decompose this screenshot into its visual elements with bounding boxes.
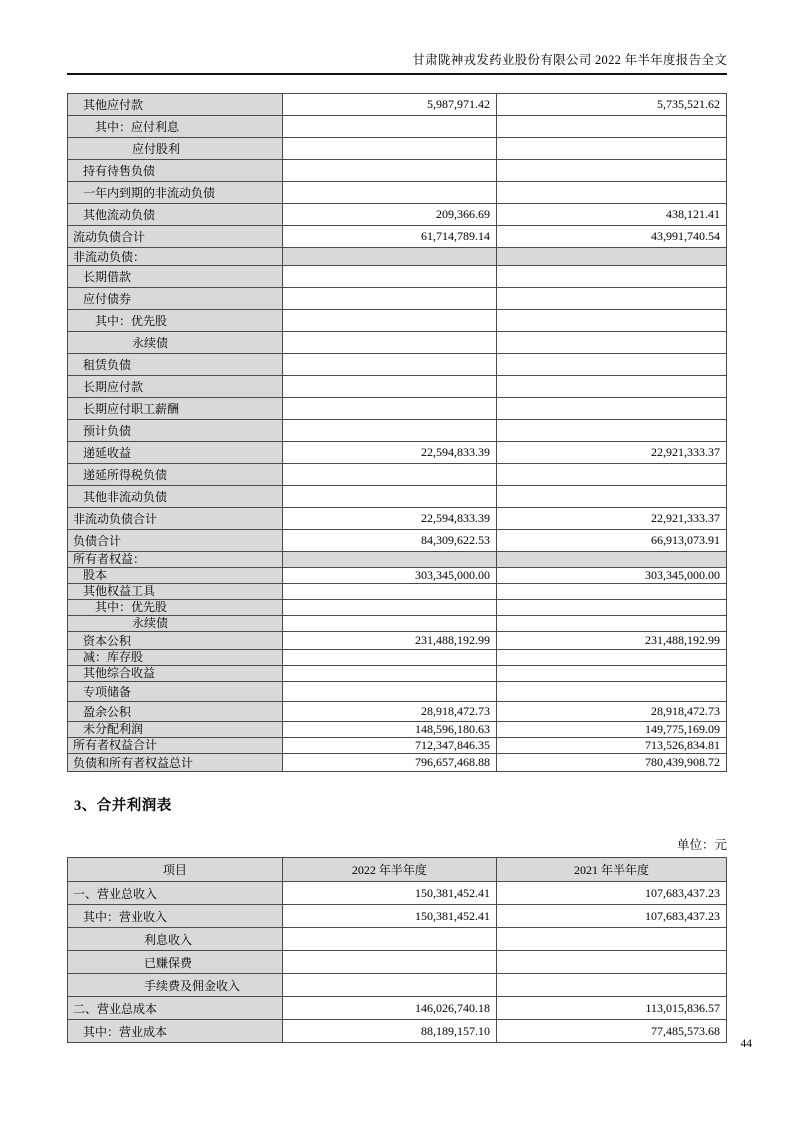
value-current-period: 22,594,833.39	[282, 508, 496, 530]
row-label: 应付债券	[68, 288, 283, 310]
row-label: 减：库存股	[68, 650, 283, 666]
row-label: 盈余公积	[68, 702, 283, 722]
value-prior-period	[497, 420, 727, 442]
balance-sheet-table	[67, 93, 727, 772]
table-row	[68, 616, 727, 632]
row-label: 其中：优先股	[68, 600, 283, 616]
page-number: 44	[740, 1038, 752, 1050]
table-row	[68, 248, 727, 266]
table-row	[68, 94, 727, 116]
value-current-period	[282, 616, 496, 632]
value-prior-period: 43,991,740.54	[497, 226, 727, 248]
table-row	[68, 702, 727, 722]
value-current-period: 146,026,740.18	[282, 997, 496, 1020]
value-current-period	[282, 248, 496, 266]
value-prior-period: 28,918,472.73	[497, 702, 727, 722]
value-current-period	[282, 666, 496, 682]
column-header-2021-period: 2021 年半年度	[497, 858, 727, 882]
value-current-period	[282, 584, 496, 600]
value-prior-period	[497, 974, 727, 997]
value-prior-period: 113,015,836.57	[497, 997, 727, 1020]
value-current-period: 209,366.69	[282, 204, 496, 226]
row-label: 利息收入	[68, 928, 283, 951]
value-prior-period: 5,735,521.62	[497, 94, 727, 116]
table-row	[68, 486, 727, 508]
table-row	[68, 666, 727, 682]
row-label: 其中：营业成本	[68, 1020, 283, 1043]
table-row	[68, 552, 727, 568]
row-label: 一年内到期的非流动负债	[68, 182, 283, 204]
row-label: 长期应付职工薪酬	[68, 398, 283, 420]
value-prior-period	[497, 266, 727, 288]
row-label: 其他非流动负债	[68, 486, 283, 508]
table-row	[68, 226, 727, 248]
value-current-period: 28,918,472.73	[282, 702, 496, 722]
value-current-period	[282, 332, 496, 354]
row-label: 永续债	[68, 332, 283, 354]
table-row	[68, 182, 727, 204]
row-label: 其他应付款	[68, 94, 283, 116]
row-label: 负债和所有者权益总计	[68, 754, 283, 772]
value-current-period: 88,189,157.10	[282, 1020, 496, 1043]
row-label: 持有待售负债	[68, 160, 283, 182]
row-label: 递延所得税负债	[68, 464, 283, 486]
value-prior-period	[497, 354, 727, 376]
value-prior-period	[497, 398, 727, 420]
value-prior-period	[497, 248, 727, 266]
value-current-period	[282, 486, 496, 508]
value-prior-period: 303,345,000.00	[497, 568, 727, 584]
value-prior-period	[497, 310, 727, 332]
value-prior-period	[497, 486, 727, 508]
value-prior-period: 438,121.41	[497, 204, 727, 226]
value-current-period	[282, 464, 496, 486]
value-prior-period: 66,913,073.91	[497, 530, 727, 552]
table-row	[68, 420, 727, 442]
value-current-period	[282, 552, 496, 568]
row-label: 递延收益	[68, 442, 283, 464]
row-label: 应付股利	[68, 138, 283, 160]
value-prior-period: 149,775,169.09	[497, 722, 727, 738]
row-label: 专项储备	[68, 682, 283, 702]
row-label: 非流动负债：	[68, 248, 283, 266]
value-current-period: 303,345,000.00	[282, 568, 496, 584]
row-label: 其他流动负债	[68, 204, 283, 226]
table-row	[68, 288, 727, 310]
table-row	[68, 160, 727, 182]
value-current-period: 61,714,789.14	[282, 226, 496, 248]
value-current-period: 148,596,180.63	[282, 722, 496, 738]
row-label: 股本	[68, 568, 283, 584]
value-prior-period	[497, 332, 727, 354]
row-label: 其中：应付利息	[68, 116, 283, 138]
table-row	[68, 310, 727, 332]
value-current-period	[282, 116, 496, 138]
income-statement-table	[67, 857, 727, 1043]
table-row	[68, 442, 727, 464]
value-prior-period	[497, 464, 727, 486]
table-row	[68, 464, 727, 486]
value-current-period	[282, 310, 496, 332]
income-statement-rows	[68, 882, 727, 1043]
table-row	[68, 754, 727, 772]
value-prior-period	[497, 600, 727, 616]
row-label: 预计负债	[68, 420, 283, 442]
column-header-item: 项目	[68, 858, 283, 882]
table-row	[68, 508, 727, 530]
value-current-period	[282, 266, 496, 288]
value-prior-period	[497, 116, 727, 138]
value-current-period	[282, 288, 496, 310]
value-current-period: 22,594,833.39	[282, 442, 496, 464]
value-current-period	[282, 928, 496, 951]
table-row	[68, 905, 727, 928]
value-current-period	[282, 160, 496, 182]
row-label: 一、营业总收入	[68, 882, 283, 905]
table-row	[68, 138, 727, 160]
header-divider	[67, 73, 727, 75]
value-current-period	[282, 951, 496, 974]
row-label: 其中：优先股	[68, 310, 283, 332]
row-label: 其他综合收益	[68, 666, 283, 682]
income-table-header-row	[68, 858, 727, 882]
row-label: 未分配利润	[68, 722, 283, 738]
value-prior-period	[497, 666, 727, 682]
value-current-period	[282, 682, 496, 702]
table-row	[68, 632, 727, 650]
row-label: 非流动负债合计	[68, 508, 283, 530]
value-current-period	[282, 138, 496, 160]
table-row	[68, 568, 727, 584]
value-current-period: 150,381,452.41	[282, 882, 496, 905]
value-current-period: 5,987,971.42	[282, 94, 496, 116]
value-current-period: 150,381,452.41	[282, 905, 496, 928]
value-current-period: 712,347,846.35	[282, 738, 496, 754]
value-current-period	[282, 376, 496, 398]
table-row	[68, 530, 727, 552]
value-current-period	[282, 398, 496, 420]
row-label: 所有者权益合计	[68, 738, 283, 754]
value-prior-period	[497, 182, 727, 204]
table-row	[68, 928, 727, 951]
value-prior-period	[497, 138, 727, 160]
value-current-period	[282, 420, 496, 442]
balance-sheet-rows	[68, 94, 727, 772]
row-label: 流动负债合计	[68, 226, 283, 248]
row-label: 负债合计	[68, 530, 283, 552]
table-row	[68, 376, 727, 398]
value-prior-period	[497, 682, 727, 702]
value-prior-period: 231,488,192.99	[497, 632, 727, 650]
table-row	[68, 650, 727, 666]
value-current-period	[282, 354, 496, 376]
table-row	[68, 738, 727, 754]
row-label: 二、营业总成本	[68, 997, 283, 1020]
value-prior-period	[497, 552, 727, 568]
value-current-period	[282, 974, 496, 997]
row-label: 其中：营业收入	[68, 905, 283, 928]
value-prior-period	[497, 928, 727, 951]
table-row	[68, 354, 727, 376]
row-label: 所有者权益：	[68, 552, 283, 568]
value-current-period	[282, 182, 496, 204]
row-label: 已赚保费	[68, 951, 283, 974]
value-prior-period	[497, 650, 727, 666]
section-heading: 3、合并利润表	[74, 798, 172, 814]
table-row	[68, 1020, 727, 1043]
value-prior-period: 107,683,437.23	[497, 905, 727, 928]
page-header	[67, 0, 727, 75]
value-prior-period	[497, 584, 727, 600]
value-prior-period: 713,526,834.81	[497, 738, 727, 754]
table-row	[68, 398, 727, 420]
value-prior-period	[497, 288, 727, 310]
row-label: 长期借款	[68, 266, 283, 288]
table-row	[68, 116, 727, 138]
row-label: 手续费及佣金收入	[68, 974, 283, 997]
table-row	[68, 951, 727, 974]
table-row	[68, 600, 727, 616]
row-label: 资本公积	[68, 632, 283, 650]
table-row	[68, 266, 727, 288]
value-prior-period	[497, 951, 727, 974]
row-label: 长期应付款	[68, 376, 283, 398]
value-current-period: 84,309,622.53	[282, 530, 496, 552]
unit-label: 单位：元	[676, 838, 727, 852]
value-prior-period: 22,921,333.37	[497, 508, 727, 530]
value-prior-period: 22,921,333.37	[497, 442, 727, 464]
value-current-period	[282, 650, 496, 666]
value-prior-period	[497, 376, 727, 398]
table-row	[68, 974, 727, 997]
table-row	[68, 722, 727, 738]
value-current-period: 231,488,192.99	[282, 632, 496, 650]
table-row	[68, 682, 727, 702]
table-row	[68, 332, 727, 354]
column-header-2022-period: 2022 年半年度	[282, 858, 496, 882]
value-current-period	[282, 600, 496, 616]
value-prior-period	[497, 616, 727, 632]
value-current-period: 796,657,468.88	[282, 754, 496, 772]
row-label: 永续债	[68, 616, 283, 632]
value-prior-period: 107,683,437.23	[497, 882, 727, 905]
value-prior-period	[497, 160, 727, 182]
value-prior-period: 77,485,573.68	[497, 1020, 727, 1043]
report-header-title: 甘肃陇神戎发药业股份有限公司 2022 年半年度报告全文	[412, 53, 727, 67]
table-row	[68, 882, 727, 905]
table-row	[68, 204, 727, 226]
table-row	[68, 997, 727, 1020]
table-row	[68, 584, 727, 600]
row-label: 租赁负债	[68, 354, 283, 376]
value-prior-period: 780,439,908.72	[497, 754, 727, 772]
row-label: 其他权益工具	[68, 584, 283, 600]
